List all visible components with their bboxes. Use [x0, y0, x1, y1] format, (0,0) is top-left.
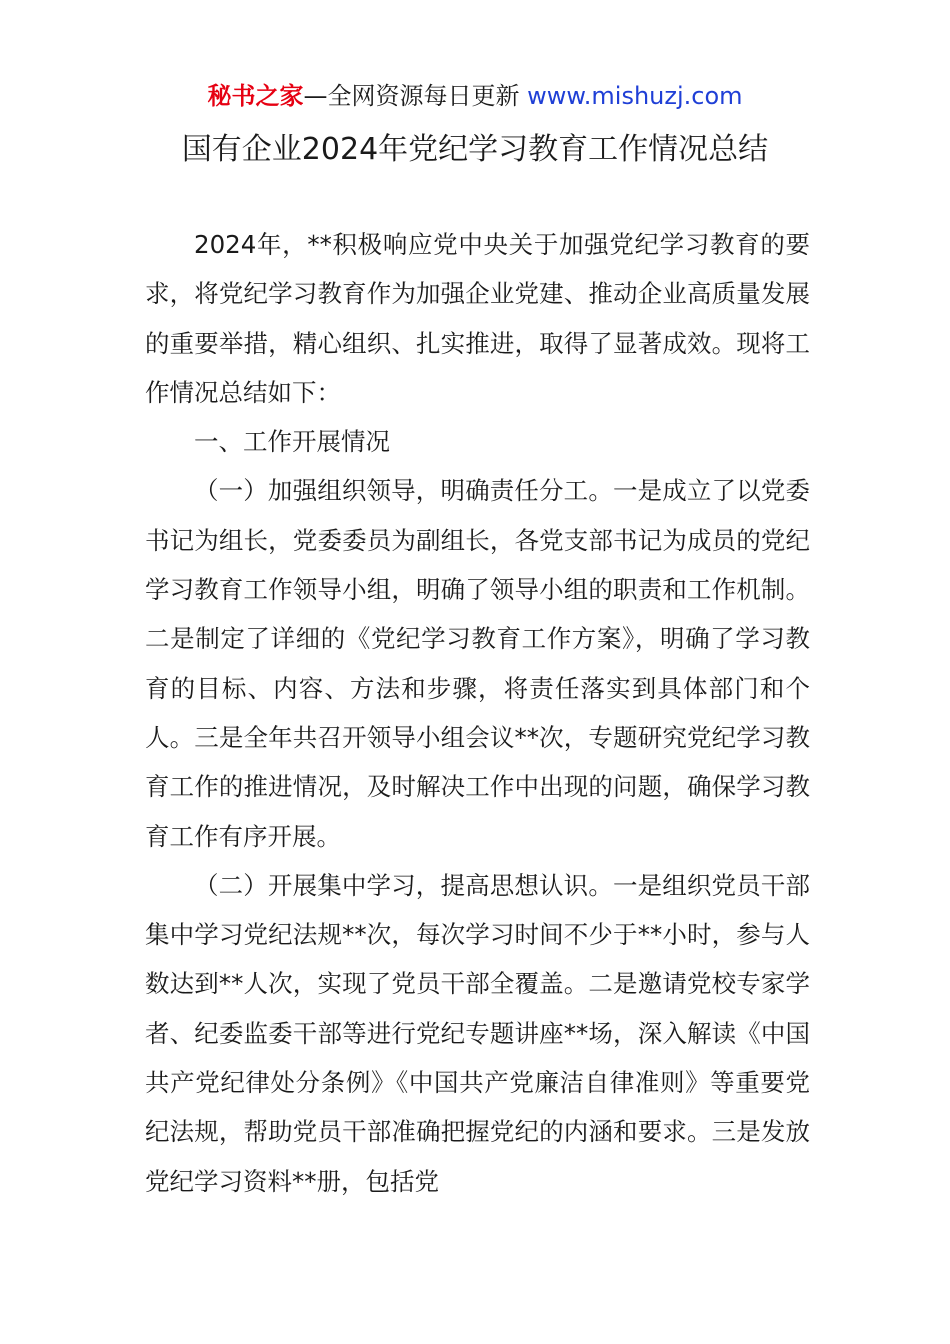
document-title: 国有企业2024年党纪学习教育工作情况总结 — [181, 132, 769, 167]
paragraph-organization: （一）加强组织领导，明确责任分工。一是成立了以党委书记为组长，党委委员为副组长，各党支部书记为成员的党纪学习教育工作领导小组，明确了领导小组的职责和工作机制。二是制定了详细的《党纪学习教育工作方案》，明确了学习教育的目标、内容、方法和步骤，将责任落实到具体部门和个人。三是全年共召开领导小组会议**次，专题研究党纪学习教育工作的推进情况，及时解决工作中出现的问题，确保学习教育工作有序开展。 — [145, 476, 810, 851]
section-heading: 一、工作开展情况 — [194, 427, 390, 457]
paragraph-study: （二）开展集中学习，提高思想认识。一是组织党员干部集中学习党纪法规**次，每次学习时间不少于**小时，参与人数达到**人次，实现了党员干部全覆盖。二是邀请党校专家学者、纪委监委干部等进行党纪专题讲座**场，深入解读《中国共产党纪律处分条例》《中国共产党廉洁自律准则》等重要党纪法规，帮助党员干部准确把握党纪的内涵和要求。三是发放党纪学习资料**册，包括党 — [145, 870, 810, 1196]
brand-name: 秘书之家 — [207, 82, 304, 110]
site-url-link[interactable]: www.mishuzj.com — [527, 82, 743, 110]
site-header — [0, 78, 950, 114]
paragraph-intro: 2024年，**积极响应党中央关于加强党纪学习教育的要求，将党纪学习教育作为加强企业党建、推动企业高质量发展的重要举措，精心组织、扎实推进，取得了显著成效。现将工作情况总结如下： — [145, 230, 810, 407]
document-body — [145, 220, 810, 1206]
header-tagline: —全网资源每日更新 — [303, 82, 528, 110]
